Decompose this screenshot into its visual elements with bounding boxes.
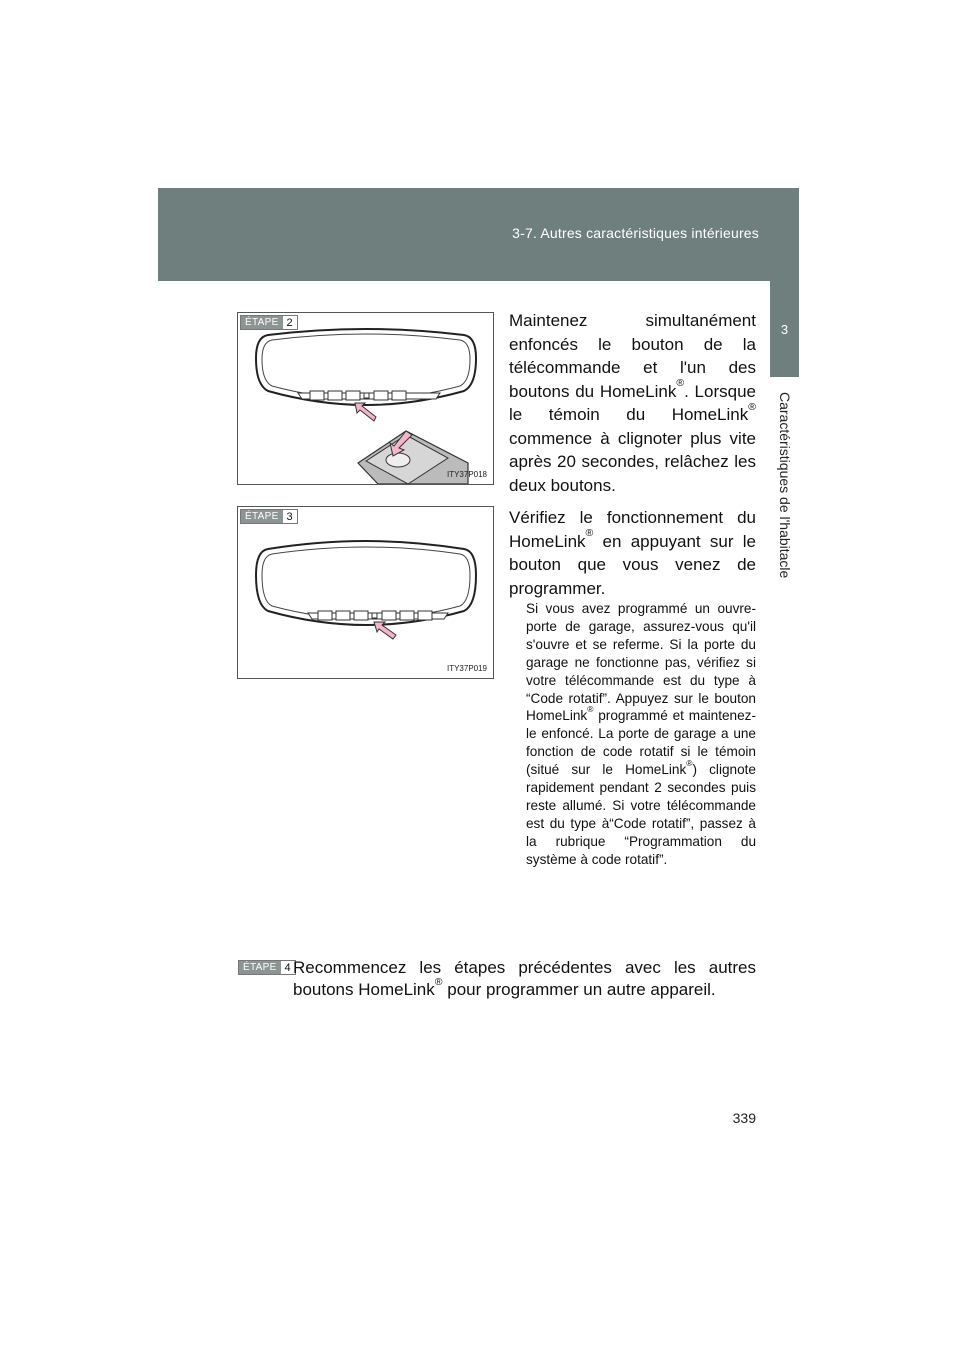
- step-3-note: Si vous avez programmé un ouvre-porte de garage, assurez-vous qu'il s'ouvre et se referme. Si la porte du garage ne fonctionne pas, vérifiez si votre télécommande est du type à “Code rotatif”. Appuyez sur le bouton HomeLink® programmé et maintenez-le enfoncé. La porte de garage a une fonction de code rotatif si le témoin (situé sur le HomeLink®) clignote rapidement pendant 2 secondes puis reste allumé. Si votre télécommande est du type à“Code rotatif”, passez à la rubrique “Programmation du système à code rotatif”.: [526, 601, 756, 867]
- step-4-text: Recommencez les étapes précédentes avec les autres boutons HomeLink® pour programmer un autre appareil.: [293, 958, 756, 999]
- chapter-side-label-svg: [770, 388, 799, 948]
- step-number: 3: [283, 510, 297, 523]
- figure-step-3: [237, 506, 494, 679]
- step-badge-4: [238, 960, 296, 975]
- step-number: 4: [281, 961, 295, 974]
- figure-step-2: [237, 312, 494, 485]
- figure-code: ITY37P018: [446, 470, 487, 479]
- step-label: ÉTAPE: [241, 316, 283, 329]
- chapter-number-tab: 3: [770, 281, 799, 377]
- figure-code: ITY37P019: [446, 664, 487, 673]
- page-number: 339: [732, 1110, 756, 1126]
- mirror-illustration: [238, 507, 493, 678]
- step-label: ÉTAPE: [239, 961, 281, 974]
- step-3-text: Vérifiez le fonctionnement du HomeLink® en appuyant sur le bouton que vous venez de programmer.: [509, 508, 756, 598]
- step-2-text: Maintenez simultanément enfoncés le bouton de la télécommande et l'un des boutons du HomeLink®. Lorsque le témoin du HomeLink® commence à clignoter plus vite après 20 secondes, relâchez les deux boutons.: [509, 311, 756, 495]
- chapter-side-label-text: Caractéristiques de l'habitacle: [777, 392, 793, 579]
- step-number: 2: [283, 316, 297, 329]
- step-label: ÉTAPE: [241, 510, 283, 523]
- section-title: 3-7. Autres caractéristiques intérieures: [512, 225, 759, 241]
- section-header-band: [158, 188, 799, 281]
- mirror-remote-illustration: [238, 313, 493, 484]
- chapter-side-label: [770, 388, 799, 948]
